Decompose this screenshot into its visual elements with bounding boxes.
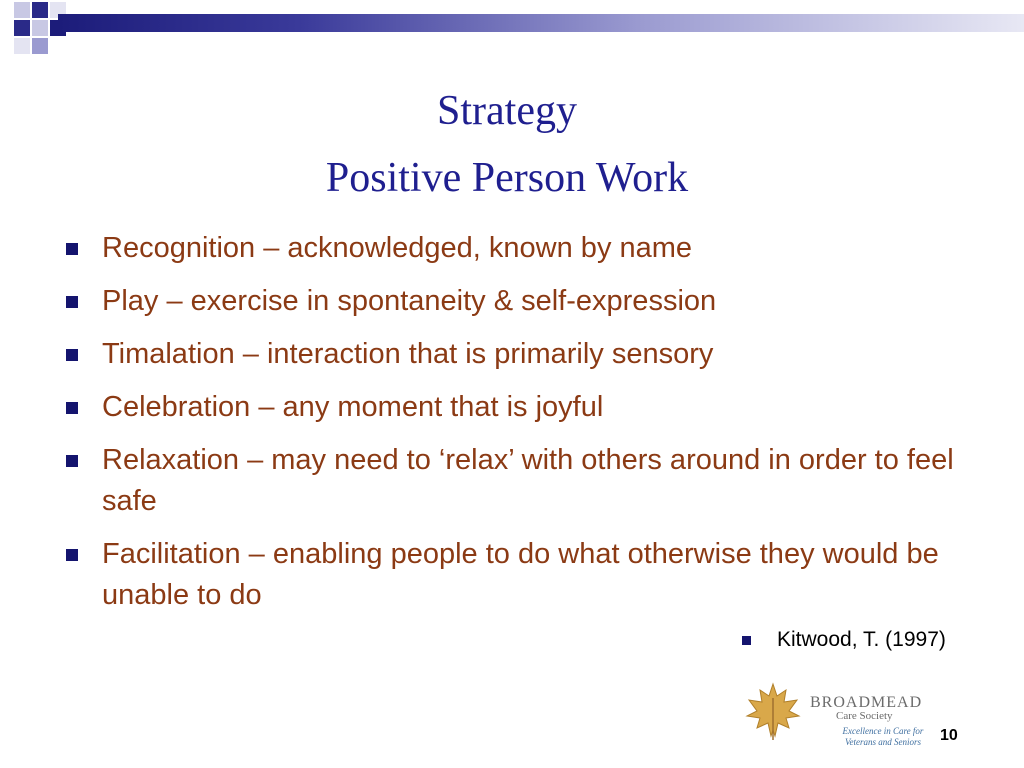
citation — [742, 626, 946, 654]
bullet-item — [62, 534, 962, 616]
bullet-item — [62, 334, 962, 375]
bullet-marker-icon — [66, 243, 78, 255]
bullet-list — [62, 228, 962, 628]
bullet-marker-icon — [66, 455, 78, 467]
logo-subtitle: Care Society — [836, 710, 893, 722]
bullet-text: Relaxation – may need to ‘relax’ with others around in order to feel safe — [102, 444, 954, 517]
bullet-text: Play – exercise in spontaneity & self-expression — [102, 285, 717, 317]
bullet-marker-icon — [66, 349, 78, 361]
maple-leaf-logo-icon — [742, 680, 804, 742]
bullet-marker-icon — [66, 402, 78, 414]
bullet-item — [62, 440, 962, 522]
bullet-text: Facilitation – enabling people to do what otherwise they would be unable to do — [102, 538, 939, 611]
citation-bullet-icon — [742, 636, 751, 645]
page-number: 10 — [940, 727, 958, 744]
bullet-item — [62, 228, 962, 269]
bullet-text: Celebration – any moment that is joyful — [102, 391, 604, 423]
slide-title: Strategy — [437, 88, 577, 134]
citation-text: Kitwood, T. (1997) — [777, 628, 946, 651]
logo-tagline: Excellence in Care for Veterans and Seniors — [842, 726, 924, 747]
bullet-text: Recognition – acknowledged, known by name — [102, 232, 693, 264]
bullet-item — [62, 387, 962, 428]
bullet-marker-icon — [66, 296, 78, 308]
bullet-text: Timalation – interaction that is primarily sensory — [102, 338, 714, 370]
bullet-item — [62, 281, 962, 322]
slide-subtitle: Positive Person Work — [325, 155, 689, 201]
logo-name: BROADMEAD — [810, 694, 923, 711]
corner-squares-decoration — [0, 0, 90, 70]
header-gradient-bar — [58, 14, 1024, 32]
bullet-marker-icon — [66, 549, 78, 561]
